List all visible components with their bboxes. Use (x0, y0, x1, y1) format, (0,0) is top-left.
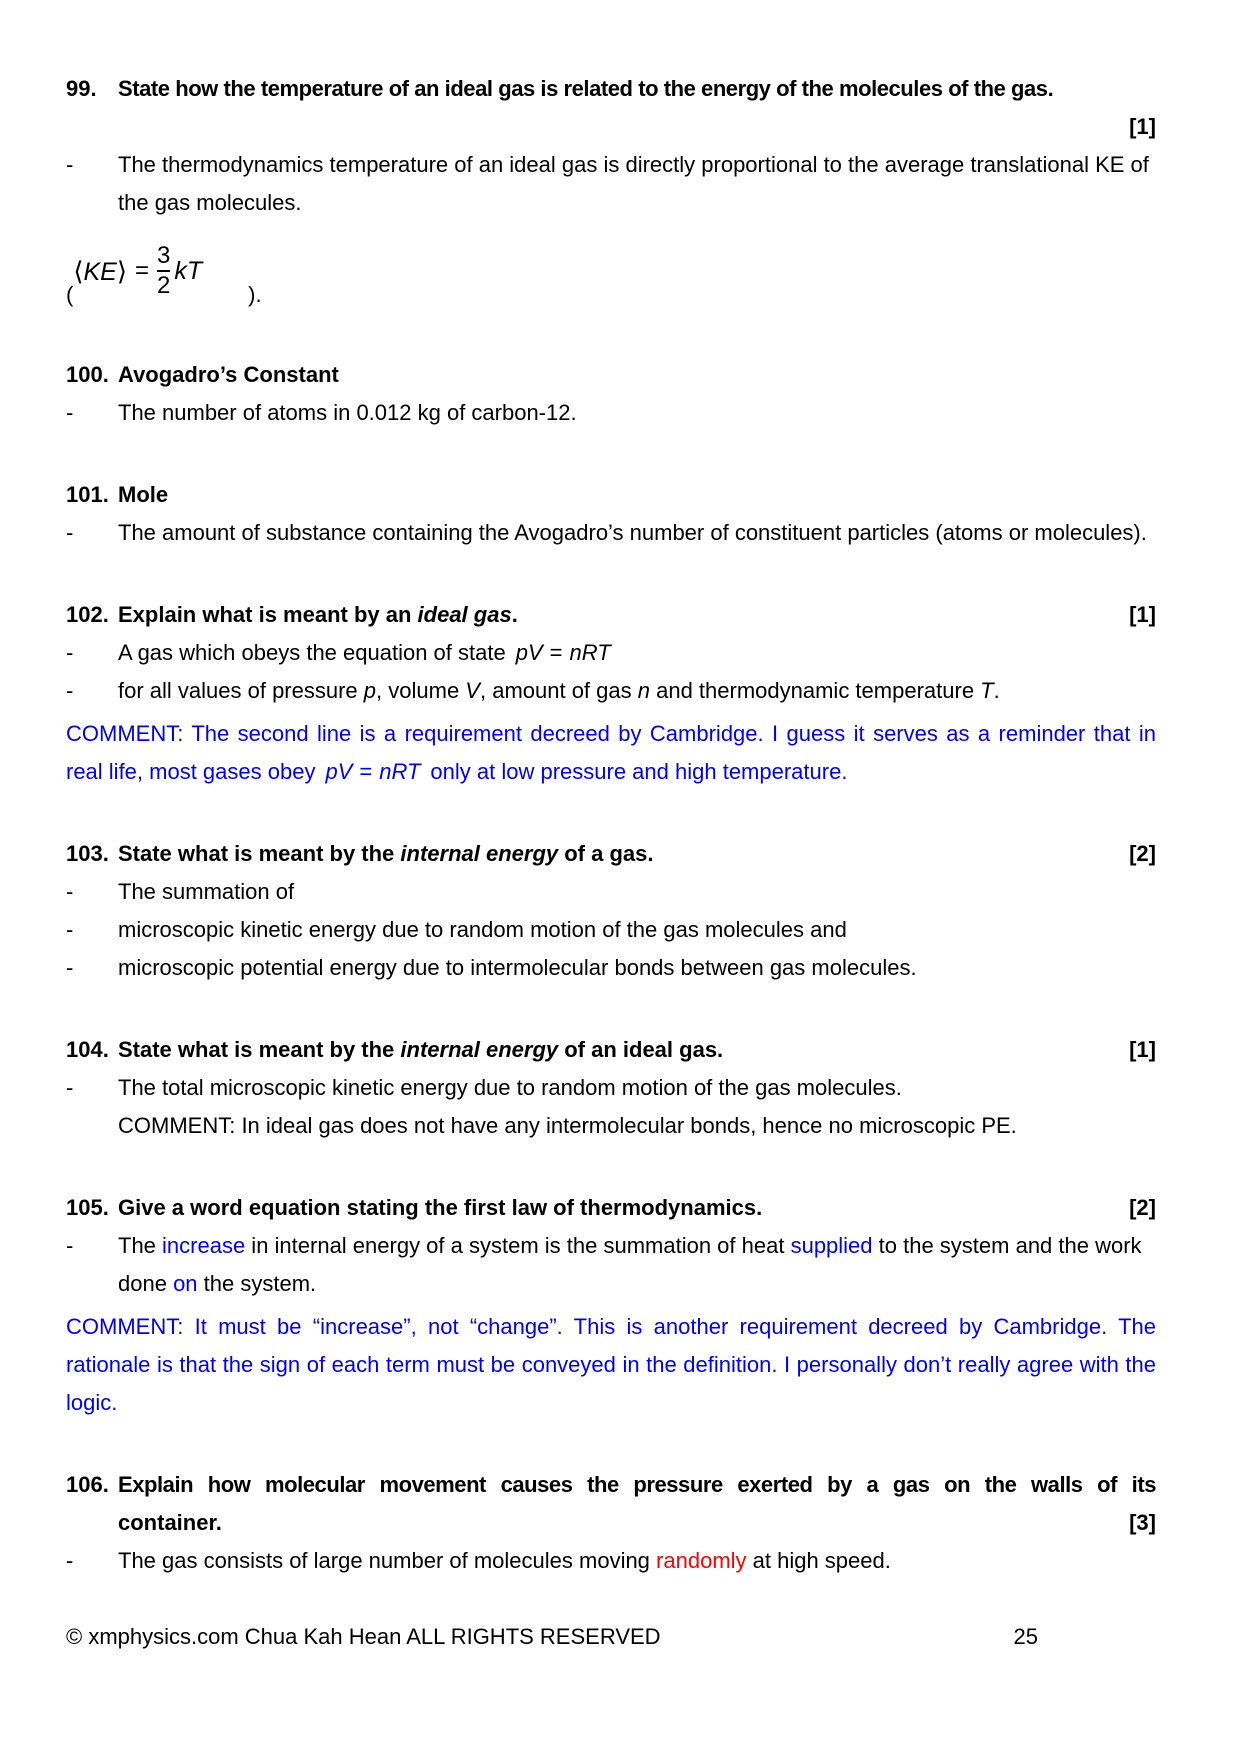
highlighted-word-increase: increase (162, 1233, 246, 1258)
question-heading: State what is meant by the internal energy of an ideal gas. (118, 1037, 724, 1062)
footer-copyright: © xmphysics.com Chua Kah Hean ALL RIGHTS RESERVED (66, 1624, 661, 1649)
angle-bracket-open: ⟨ (73, 255, 84, 286)
fraction-three-halves (157, 242, 170, 300)
bullet-text: The thermodynamics temperature of an ideal gas is directly proportional to the average translational KE of the gas molecules. (118, 152, 1149, 215)
equals-sign: = (549, 640, 563, 665)
marks-badge: [1] (1129, 1037, 1156, 1062)
bullet-dash: - (66, 917, 74, 942)
comment-note: COMMENT: The second line is a requirement decreed by Cambridge. I guess it serves as a reminder that in real life, most gases obey pV = nRT only at low pressure and high temperature. (66, 721, 1156, 784)
highlighted-word-on: on (173, 1271, 198, 1296)
marks-badge: [1] (1129, 602, 1156, 627)
question-heading: Explain how molecular movement causes the pressure exerted by a gas on the walls of its (118, 1472, 1156, 1497)
marks-badge: [2] (1129, 1195, 1156, 1220)
question-heading: Explain what is meant by an ideal gas. (118, 602, 518, 627)
question-heading: Avogadro’s Constant (118, 362, 339, 387)
question-103 (66, 835, 1156, 987)
question-number: 102. (66, 602, 109, 627)
bullet-text: A gas which obeys the equation of state pV = nRT (118, 640, 611, 665)
bullet-dash: - (66, 678, 74, 703)
question-heading: Give a word equation stating the first law of thermodynamics. (118, 1195, 763, 1220)
equals-sign: = (135, 257, 150, 284)
question-number: 103. (66, 841, 109, 866)
bullet-dash: - (66, 152, 74, 177)
question-106 (66, 1466, 1156, 1580)
answer-bullet (66, 1069, 1156, 1107)
bullet-text: The summation of (118, 879, 295, 904)
close-paren: ). (248, 282, 262, 307)
question-heading: Mole (118, 482, 169, 507)
emphasized-term: internal energy (400, 1037, 559, 1062)
question-heading: State how the temperature of an ideal gas is related to the energy of the molecules of the gas. (118, 76, 1054, 101)
ke-symbol: KE (83, 257, 117, 286)
emphasized-term: internal energy (400, 841, 559, 866)
angle-bracket-close: ⟩ (116, 255, 127, 286)
marks-badge: [1] (1129, 114, 1156, 139)
question-number: 99. (66, 76, 97, 101)
math-n: n (637, 678, 650, 703)
highlighted-word-randomly: randomly (656, 1548, 747, 1573)
bullet-text: The total microscopic kinetic energy due to random motion of the gas molecules. (118, 1075, 902, 1100)
math-pv: pV (515, 640, 543, 665)
question-number: 101. (66, 482, 109, 507)
answer-bullet (66, 1227, 1156, 1303)
bullet-dash: - (66, 640, 74, 665)
kt-term: kT (174, 257, 203, 285)
answer-bullet (66, 873, 1156, 911)
mean-ke-term (73, 252, 127, 291)
comment-note: COMMENT: It must be “increase”, not “change”. This is another requirement decreed by Cambridge. The rationale is that the sign of each term must be conveyed in the definition. I personally don’t really agree with the logic. (66, 1314, 1156, 1415)
equals-sign: = (359, 759, 373, 784)
marks-badge: [2] (1129, 841, 1156, 866)
answer-bullet (66, 146, 1156, 222)
answer-bullet (66, 394, 1156, 432)
page-footer (66, 1618, 1156, 1656)
question-number: 106. (66, 1472, 109, 1497)
question-heading-line2: container. (118, 1510, 222, 1535)
math-p: p (363, 678, 377, 703)
answer-bullet (66, 672, 1156, 710)
question-104 (66, 1031, 1156, 1145)
bullet-text: microscopic potential energy due to intermolecular bonds between gas molecules. (118, 955, 917, 980)
open-paren: ( (66, 282, 74, 307)
bullet-text: The number of atoms in 0.012 kg of carbon-12. (118, 400, 577, 425)
bullet-dash: - (66, 955, 74, 980)
question-number: 104. (66, 1037, 109, 1062)
bullet-dash: - (66, 879, 74, 904)
highlighted-word-supplied: supplied (790, 1233, 873, 1258)
bullet-text: The gas consists of large number of molecules moving randomly at high speed. (118, 1548, 891, 1573)
question-heading: State what is meant by the internal energy of a gas. (118, 841, 654, 866)
question-100 (66, 356, 1156, 432)
fraction-denominator: 2 (157, 272, 171, 299)
bullet-dash: - (66, 1548, 74, 1573)
comment-note: COMMENT: In ideal gas does not have any intermolecular bonds, hence no microscopic PE. (118, 1113, 1017, 1138)
bullet-dash: - (66, 1075, 74, 1100)
question-number: 100. (66, 362, 109, 387)
bullet-dash: - (66, 400, 74, 425)
emphasized-term: ideal gas (417, 602, 512, 627)
question-99 (66, 70, 1156, 312)
bullet-dash: - (66, 520, 74, 545)
question-number: 105. (66, 1195, 109, 1220)
answer-bullet (66, 911, 1156, 949)
answer-bullet (66, 949, 1156, 987)
question-101 (66, 476, 1156, 552)
bullet-text: for all values of pressure p, volume V, amount of gas n and thermodynamic temperature T. (118, 678, 1000, 703)
fraction-numerator: 3 (157, 242, 171, 269)
bullet-text: The increase in internal energy of a system is the summation of heat supplied to the system and the work done on the system. (118, 1233, 1142, 1296)
math-t: T (980, 678, 994, 703)
answer-bullet (66, 514, 1156, 552)
question-102 (66, 596, 1156, 791)
math-pv: pV (325, 759, 353, 784)
answer-bullet (66, 1542, 1156, 1580)
bullet-dash: - (66, 1233, 74, 1258)
bullet-text: The amount of substance containing the Avogadro’s number of constituent particles (atoms or molecules). (118, 520, 1147, 545)
ke-equation (66, 230, 1156, 312)
math-nrt: nRT (569, 640, 611, 665)
math-v: V (465, 678, 480, 703)
math-nrt: nRT (379, 759, 421, 784)
marks-badge: [3] (1129, 1510, 1156, 1535)
bullet-text: microscopic kinetic energy due to random motion of the gas molecules and (118, 917, 847, 942)
question-105 (66, 1189, 1156, 1422)
footer-page-number: 25 (1013, 1624, 1038, 1649)
answer-bullet (66, 634, 1156, 672)
